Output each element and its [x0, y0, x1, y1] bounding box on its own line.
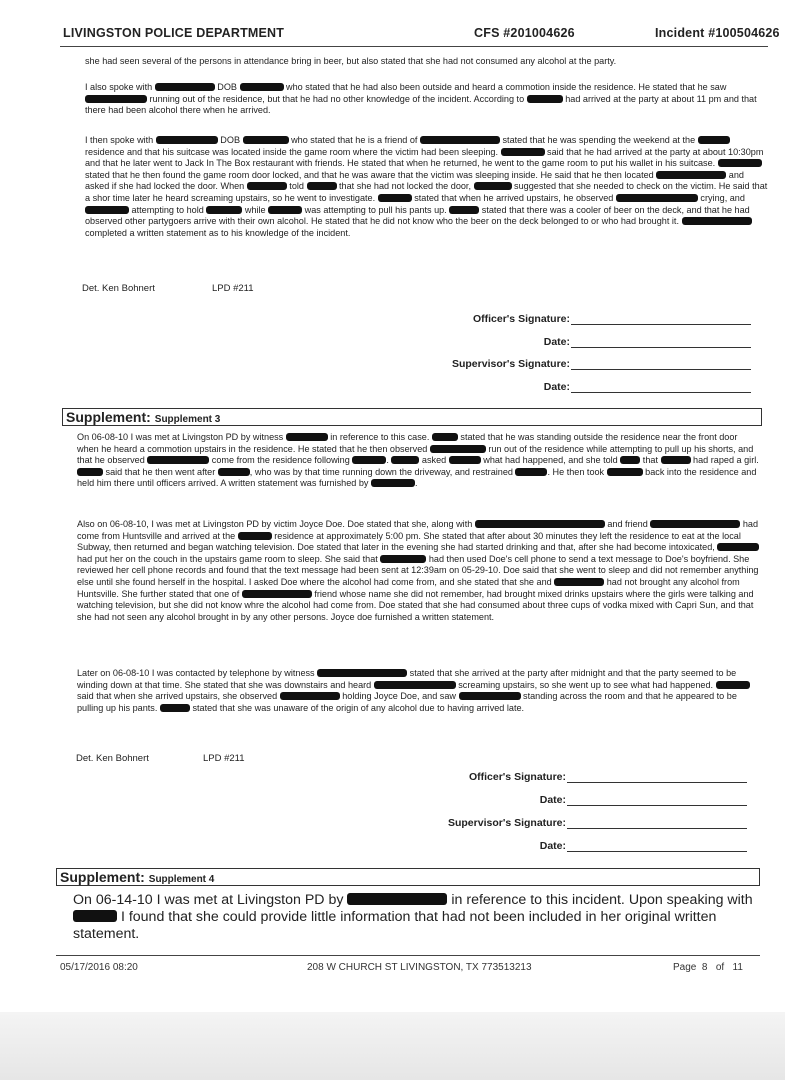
redaction: [242, 590, 312, 598]
officer-name: Det. Ken Bohnert: [82, 283, 155, 294]
date-label: Date:: [539, 794, 566, 806]
redaction: [650, 520, 740, 528]
date-line[interactable]: [567, 851, 747, 852]
redaction: [656, 171, 726, 179]
redaction: [286, 433, 328, 441]
date-label: Date:: [543, 381, 570, 393]
redaction: [682, 217, 752, 225]
redaction: [717, 543, 759, 551]
report-paragraph-1: I also spoke with DOB who stated that he had also been outside and heard a commotion inside the residence. He stated that he saw running out of the residence, but that he had no other knowledge of the incident. According to had arrived at the party at about 11 pm and that there had been alcohol there when he arrived.: [85, 82, 757, 116]
department-address: 208 W CHURCH ST LIVINGSTON, TX 773513213: [307, 962, 532, 973]
officer-signature-line[interactable]: [567, 782, 747, 783]
redaction: [347, 893, 447, 905]
redaction: [661, 456, 691, 464]
department-name: LIVINGSTON POLICE DEPARTMENT: [63, 26, 285, 40]
header-divider: [60, 46, 768, 47]
redaction: [430, 445, 486, 453]
officer-name: Det. Ken Bohnert: [76, 753, 149, 764]
supplement-4-title: Supplement: Supplement 4: [60, 869, 215, 885]
redaction: [240, 83, 284, 91]
redaction: [374, 681, 456, 689]
supervisor-signature-label: Supervisor's Signature:: [451, 358, 570, 370]
redaction: [607, 468, 643, 476]
redaction: [85, 95, 147, 103]
supplement-3-paragraph-2: Also on 06-08-10, I was met at Livingston PD by victim Joyce Doe. Doe stated that she, along with and friend had come from Huntsville and arrived at the residence at approximately 5:00 pm. She stated that after about 30 minutes they left the residence to eat at the local Subway, then returned and began watching television. Doe stated that later in the evening she had started drinking and that, after she had become intoxicated, had put her on the couch in the upstairs game room to sleep. She said that had then used Doe's cell phone to send a text message to Doe's boyfriend. She reviewed her cell phone records and found that the text message had been sent at 12:39am on 05-29-10. Doe said that she went to sleep and did not remember anything else until she found herself in the hospital. I asked Doe where the alcohol had come from, and she stated that she and had not brought any alcohol from Huntsville. She further stated that one of friend whose name she did not remember, had brought mixed drinks upstairs where the girls were talking and watching television, but she did not know whre the alcohol had come from. Doe stated that she had consumed about three cups of vodka mixed with Capri Sun, and that she had not seen any alcohol brought in by any other persons. Joyce doe furnished a written statement.: [77, 519, 759, 622]
print-timestamp: 05/17/2016 08:20: [60, 962, 138, 973]
redaction: [378, 194, 412, 202]
footer-divider: [56, 955, 760, 956]
redaction: [218, 468, 250, 476]
redaction: [73, 910, 117, 922]
redaction: [147, 456, 209, 464]
redaction: [449, 456, 481, 464]
redaction: [268, 206, 302, 214]
page-number: 8: [701, 962, 708, 973]
redaction: [156, 136, 218, 144]
redaction: [459, 692, 521, 700]
officer-signature-label: Officer's Signature:: [468, 771, 566, 783]
redaction: [380, 555, 426, 563]
redaction: [718, 159, 762, 167]
redaction: [527, 95, 563, 103]
redaction: [280, 692, 340, 700]
date-label: Date:: [543, 336, 570, 348]
page-indicator: Page 8 of 11: [673, 962, 743, 973]
redaction: [698, 136, 730, 144]
date-line[interactable]: [571, 347, 751, 348]
officer-badge: LPD #211: [203, 753, 245, 764]
redaction: [160, 704, 190, 712]
redaction: [554, 578, 604, 586]
redaction: [307, 182, 337, 190]
report-paragraph-0: she had seen several of the persons in attendance bring in beer, but also stated that she had not consumed any alcohol at the party.: [85, 56, 617, 66]
redaction: [155, 83, 215, 91]
supplement-4-paragraph: On 06-14-10 I was met at Livingston PD by in reference to this incident. Upon speaking with I found that she could provide little information that had not been included in her original written statement.: [73, 892, 753, 942]
redaction: [475, 520, 605, 528]
redaction: [420, 136, 500, 144]
redaction: [391, 456, 419, 464]
redaction: [247, 182, 287, 190]
supplement-3-paragraph-3: Later on 06-08-10 I was contacted by telephone by witness stated that she arrived at the party after midnight and that the party seemed to be winding down at that time. She stated that she was downstairs and heard screaming upstairs, so she went up to see what had happened. said that when she arrived upstairs, she observed holding Joyce Doe, and saw standing across the room and that he appeared to be pulling up his pants. stated that she was unaware of the origin of any alcohol due to having arrived late.: [77, 668, 760, 714]
redaction: [432, 433, 458, 441]
supplement-3-title: Supplement: Supplement 3: [66, 409, 221, 425]
redaction: [620, 456, 640, 464]
cfs-number: CFS #201004626: [474, 26, 575, 40]
redaction: [238, 532, 272, 540]
redaction: [474, 182, 512, 190]
redaction: [371, 479, 415, 487]
redaction: [501, 148, 545, 156]
incident-number: Incident #100504626: [655, 26, 780, 40]
redaction: [85, 206, 129, 214]
scan-margin: [0, 1012, 785, 1080]
date-label: Date:: [539, 840, 566, 852]
redaction: [317, 669, 407, 677]
redaction: [449, 206, 479, 214]
redaction: [616, 194, 698, 202]
date-line[interactable]: [567, 805, 747, 806]
redaction: [716, 681, 750, 689]
redaction: [243, 136, 289, 144]
officer-signature-label: Officer's Signature:: [472, 313, 570, 325]
redaction: [515, 468, 547, 476]
supplement-3-header: [62, 408, 762, 426]
redaction: [352, 456, 386, 464]
supervisor-signature-line[interactable]: [567, 828, 747, 829]
redaction: [77, 468, 103, 476]
supplement-3-paragraph-1: On 06-08-10 I was met at Livingston PD by witness in reference to this case. stated that he was standing outside the residence near the front door when he heard a commotion upstairs in the residence. He stated that he then observed run out of the residence while attempting to pull up his shorts, and that he observed come from the residence following . asked what had happened, and she told that had raped a girl. said that he then went after , who was by that time running down the driveway, and restrained . He then took back into the residence and held him there until officers arrived. A written statement was furnished by .: [77, 432, 759, 489]
page-total: 11: [732, 962, 743, 973]
supplement-4-header: [56, 868, 760, 886]
date-line[interactable]: [571, 392, 751, 393]
officer-badge: LPD #211: [212, 283, 254, 294]
supervisor-signature-label: Supervisor's Signature:: [447, 817, 566, 829]
report-paragraph-2: I then spoke with DOB who stated that he is a friend of stated that he was spending the weekend at the residence and that his suitcase was located inside the game room where the victim had been sleeping. said that he had arrived at the party at about 10:30pm and that he later went to Jack In The Box restaurant with friends. He stated that when he returned, he went to the game room to put his wallet in his suitcase. stated that he then found the game room door locked, and that he was aware that the victim was sleeping inside. He said that he then located and asked if she had locked the door. When told that she had not locked the door, suggested that she needed to check on the victim. He said that a shor time later he heard screaming upstairs, so he went to investigate. stated that when he arrived upstairs, he observed crying, and attempting to hold while was attempting to pull his pants up. stated that there was a cooler of beer on the deck, and that he had observed other partygoers arrive with their own alcohol. He stated that he did not know who the beer on the deck belonged to or who had brought it. completed a written statement as to his knowledge of the incident.: [85, 135, 768, 238]
supervisor-signature-line[interactable]: [571, 369, 751, 370]
redaction: [206, 206, 242, 214]
officer-signature-line[interactable]: [571, 324, 751, 325]
